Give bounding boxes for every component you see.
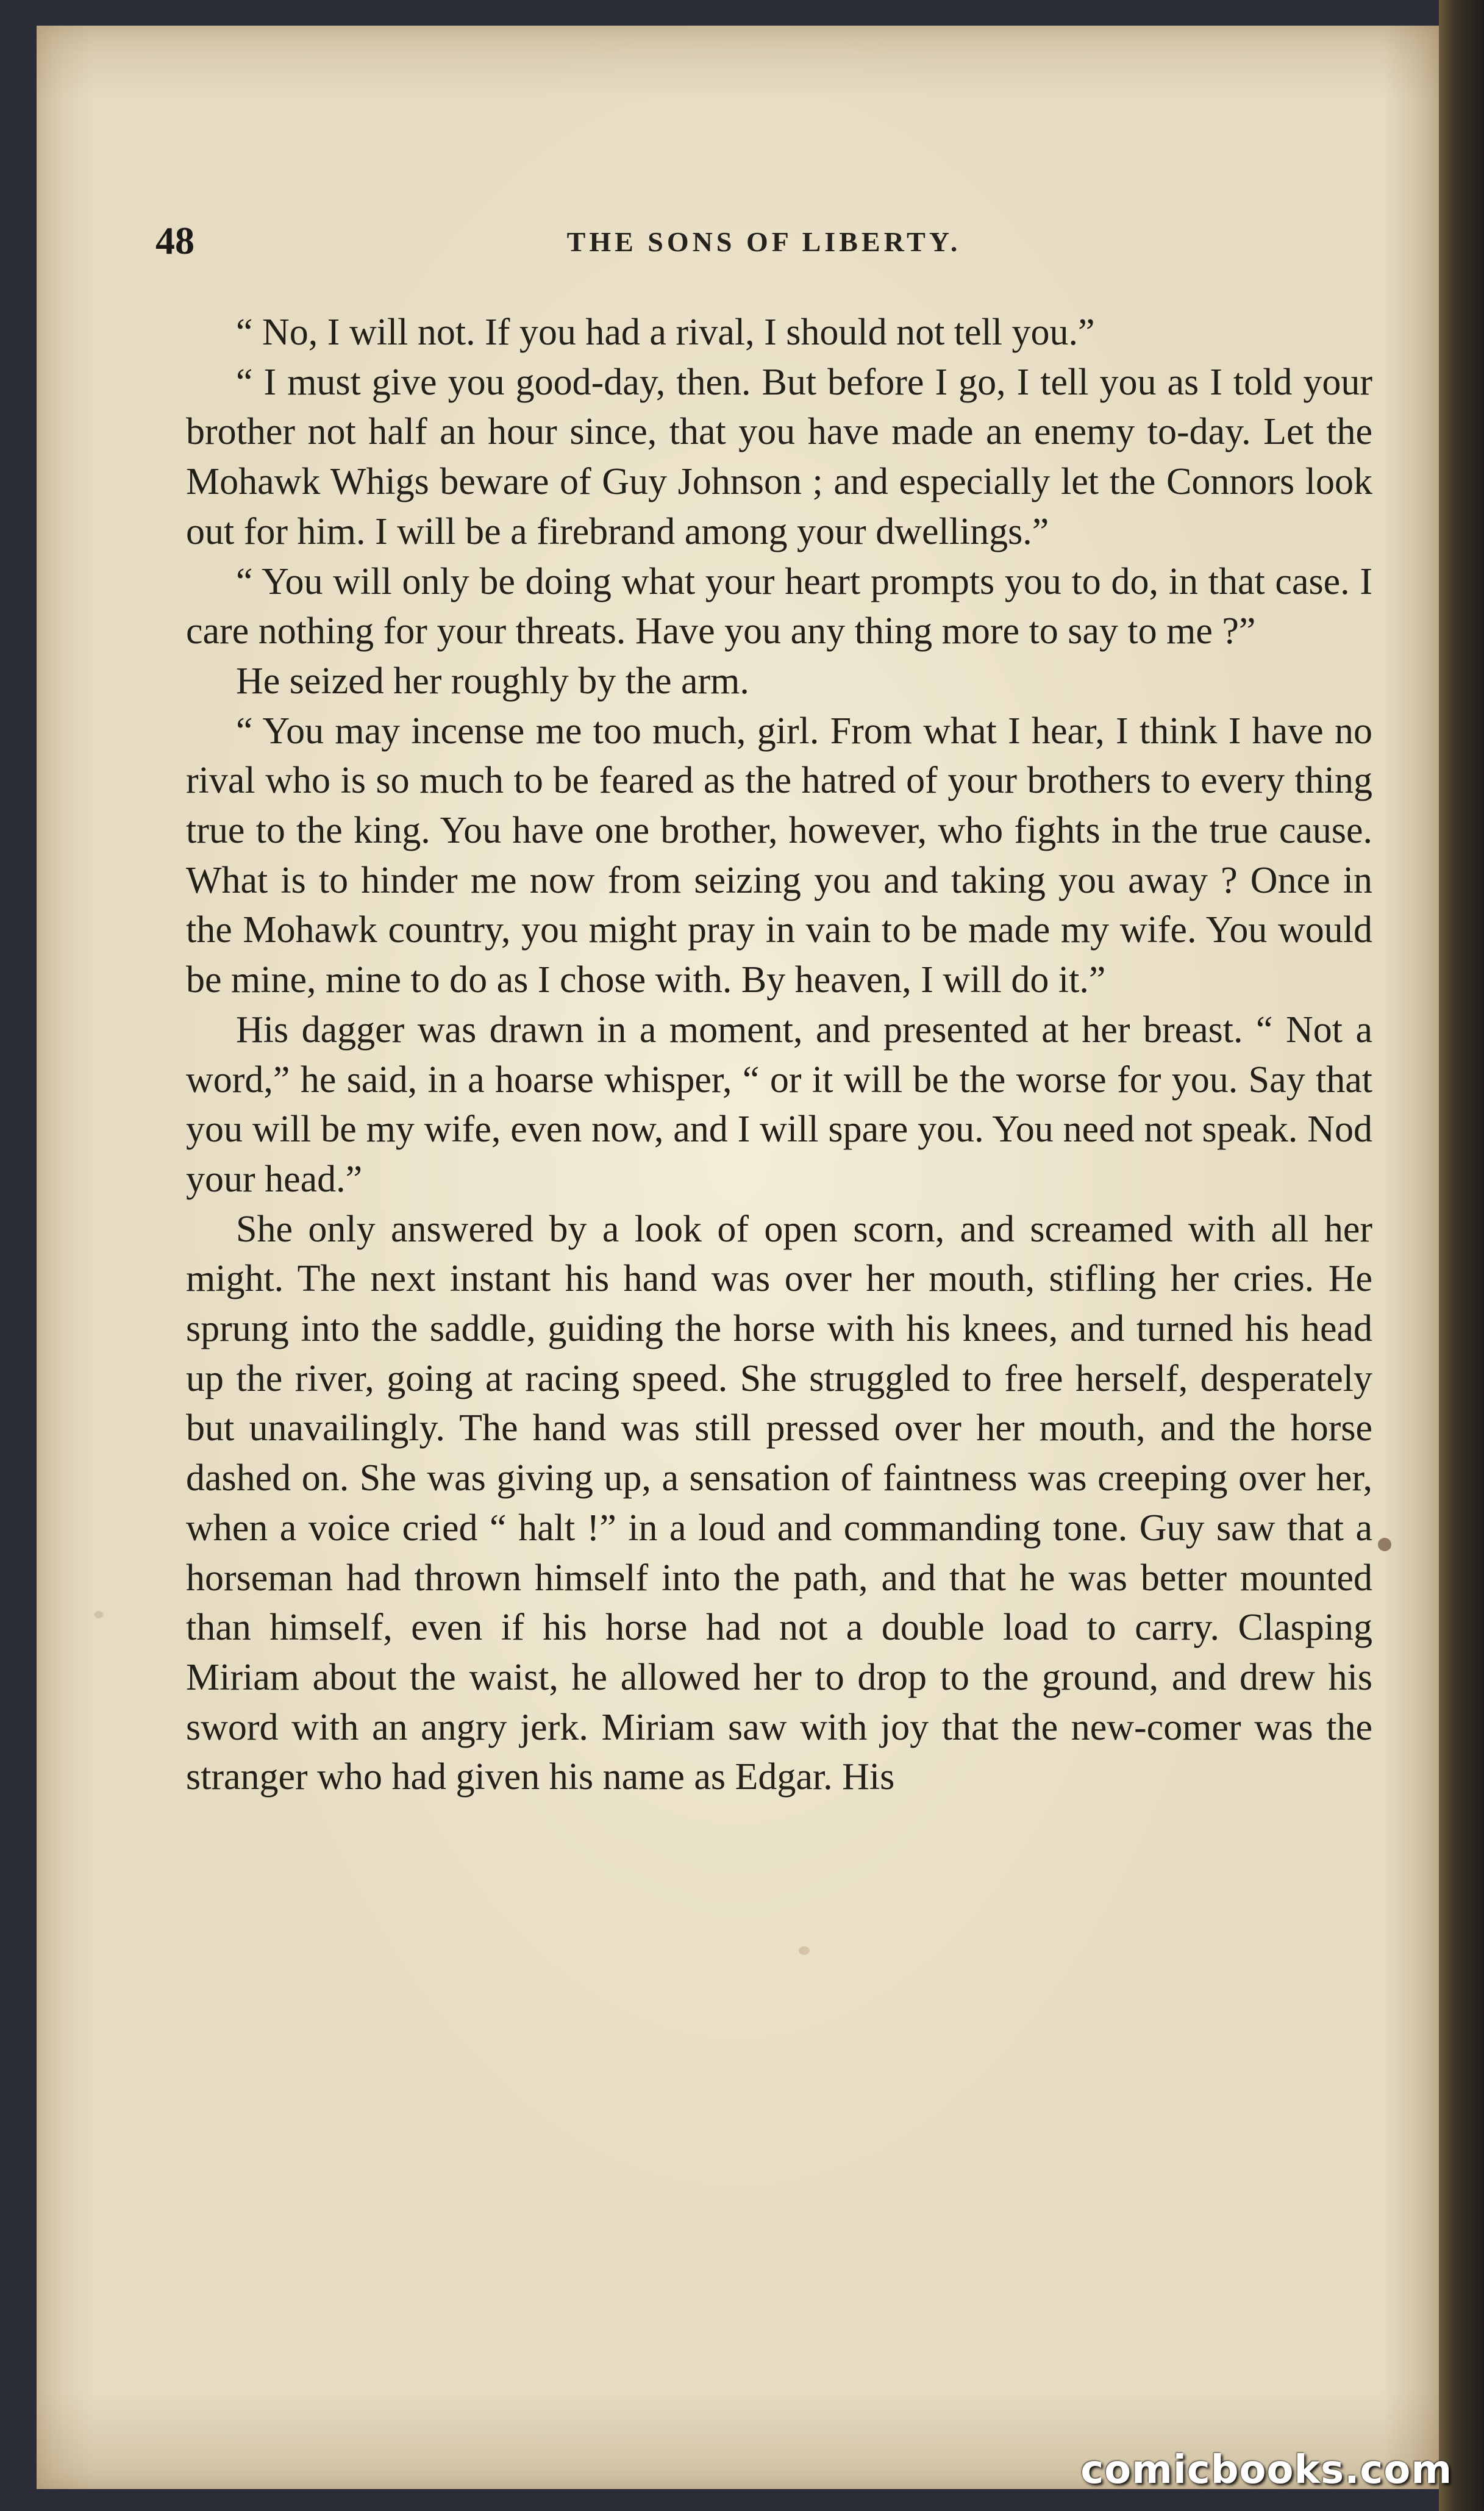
paragraph: “ No, I will not. If you had a rival, I should not tell you.” xyxy=(236,312,1095,353)
page-number: 48 xyxy=(155,219,194,262)
foxing-spot xyxy=(799,1946,810,1955)
paragraph: “ You may incense me too much, girl. From what I hear, I think I have no rival who is so much to be feared as the hatred of your brothers to every thing true to the king. You have one brother, however, who fights in the true cause. What is to hinder me now from seizing you and taking you away ? Once in the Mohawk country, you might pray in vain to be made my wife. You would be mine, mine to do as I chose with. By heaven, I will do it.” xyxy=(186,710,1372,1001)
foxing-spot xyxy=(1378,1538,1391,1551)
paragraph: “ I must give you good-day, then. But before I go, I tell you as I told your brother not half an hour since, that you have made an enemy to-day. Let the Mohawk Whigs beware of Guy Johnson ; and especially let the Connors look out for him. I will be a firebrand among your dwellings.” xyxy=(186,361,1372,552)
page-header xyxy=(155,218,1372,279)
site-watermark: comicbooks.com xyxy=(1080,2448,1452,2493)
body-text xyxy=(186,308,1372,1802)
running-head: THE SONS OF LIBERTY. xyxy=(566,226,961,257)
paragraph: “ You will only be doing what your heart prompts you to do, in that case. I care nothing for your threats. Have you any thing more to say to me ?” xyxy=(186,560,1372,652)
paragraph: His dagger was drawn in a moment, and presented at her breast. “ Not a word,” he said, in a hoarse whisper, “ or it will be the worse for you. Say that you will be my wife, even now, and I will spare you. You need not speak. Nod your head.” xyxy=(186,1009,1372,1200)
paragraph: She only answered by a look of open scorn, and screamed with all her might. The next instant his hand was over her mouth, stifling her cries. He sprung into the saddle, guiding the horse with his knees, and turned his head up the river, going at racing speed. She struggled to free herself, desperately but unavailingly. The hand was still pressed over her mouth, and the horse dashed on. She was giving up, a sensation of faintness was creeping over her, when a voice cried “ halt !” in a loud and commanding tone. Guy saw that a horseman had thrown himself into the path, and that he was better mounted than himself, even if his horse had not a double load to carry. Clasping Miriam about the waist, he allowed her to drop to the ground, and drew his sword with an angry jerk. Miriam saw with joy that the new-comer was the stranger who had given his name as Edgar. His xyxy=(186,1208,1372,1798)
book-binding-edge xyxy=(1439,0,1484,2511)
paragraph: He seized her roughly by the arm. xyxy=(236,660,749,702)
foxing-spot xyxy=(95,1611,103,1618)
